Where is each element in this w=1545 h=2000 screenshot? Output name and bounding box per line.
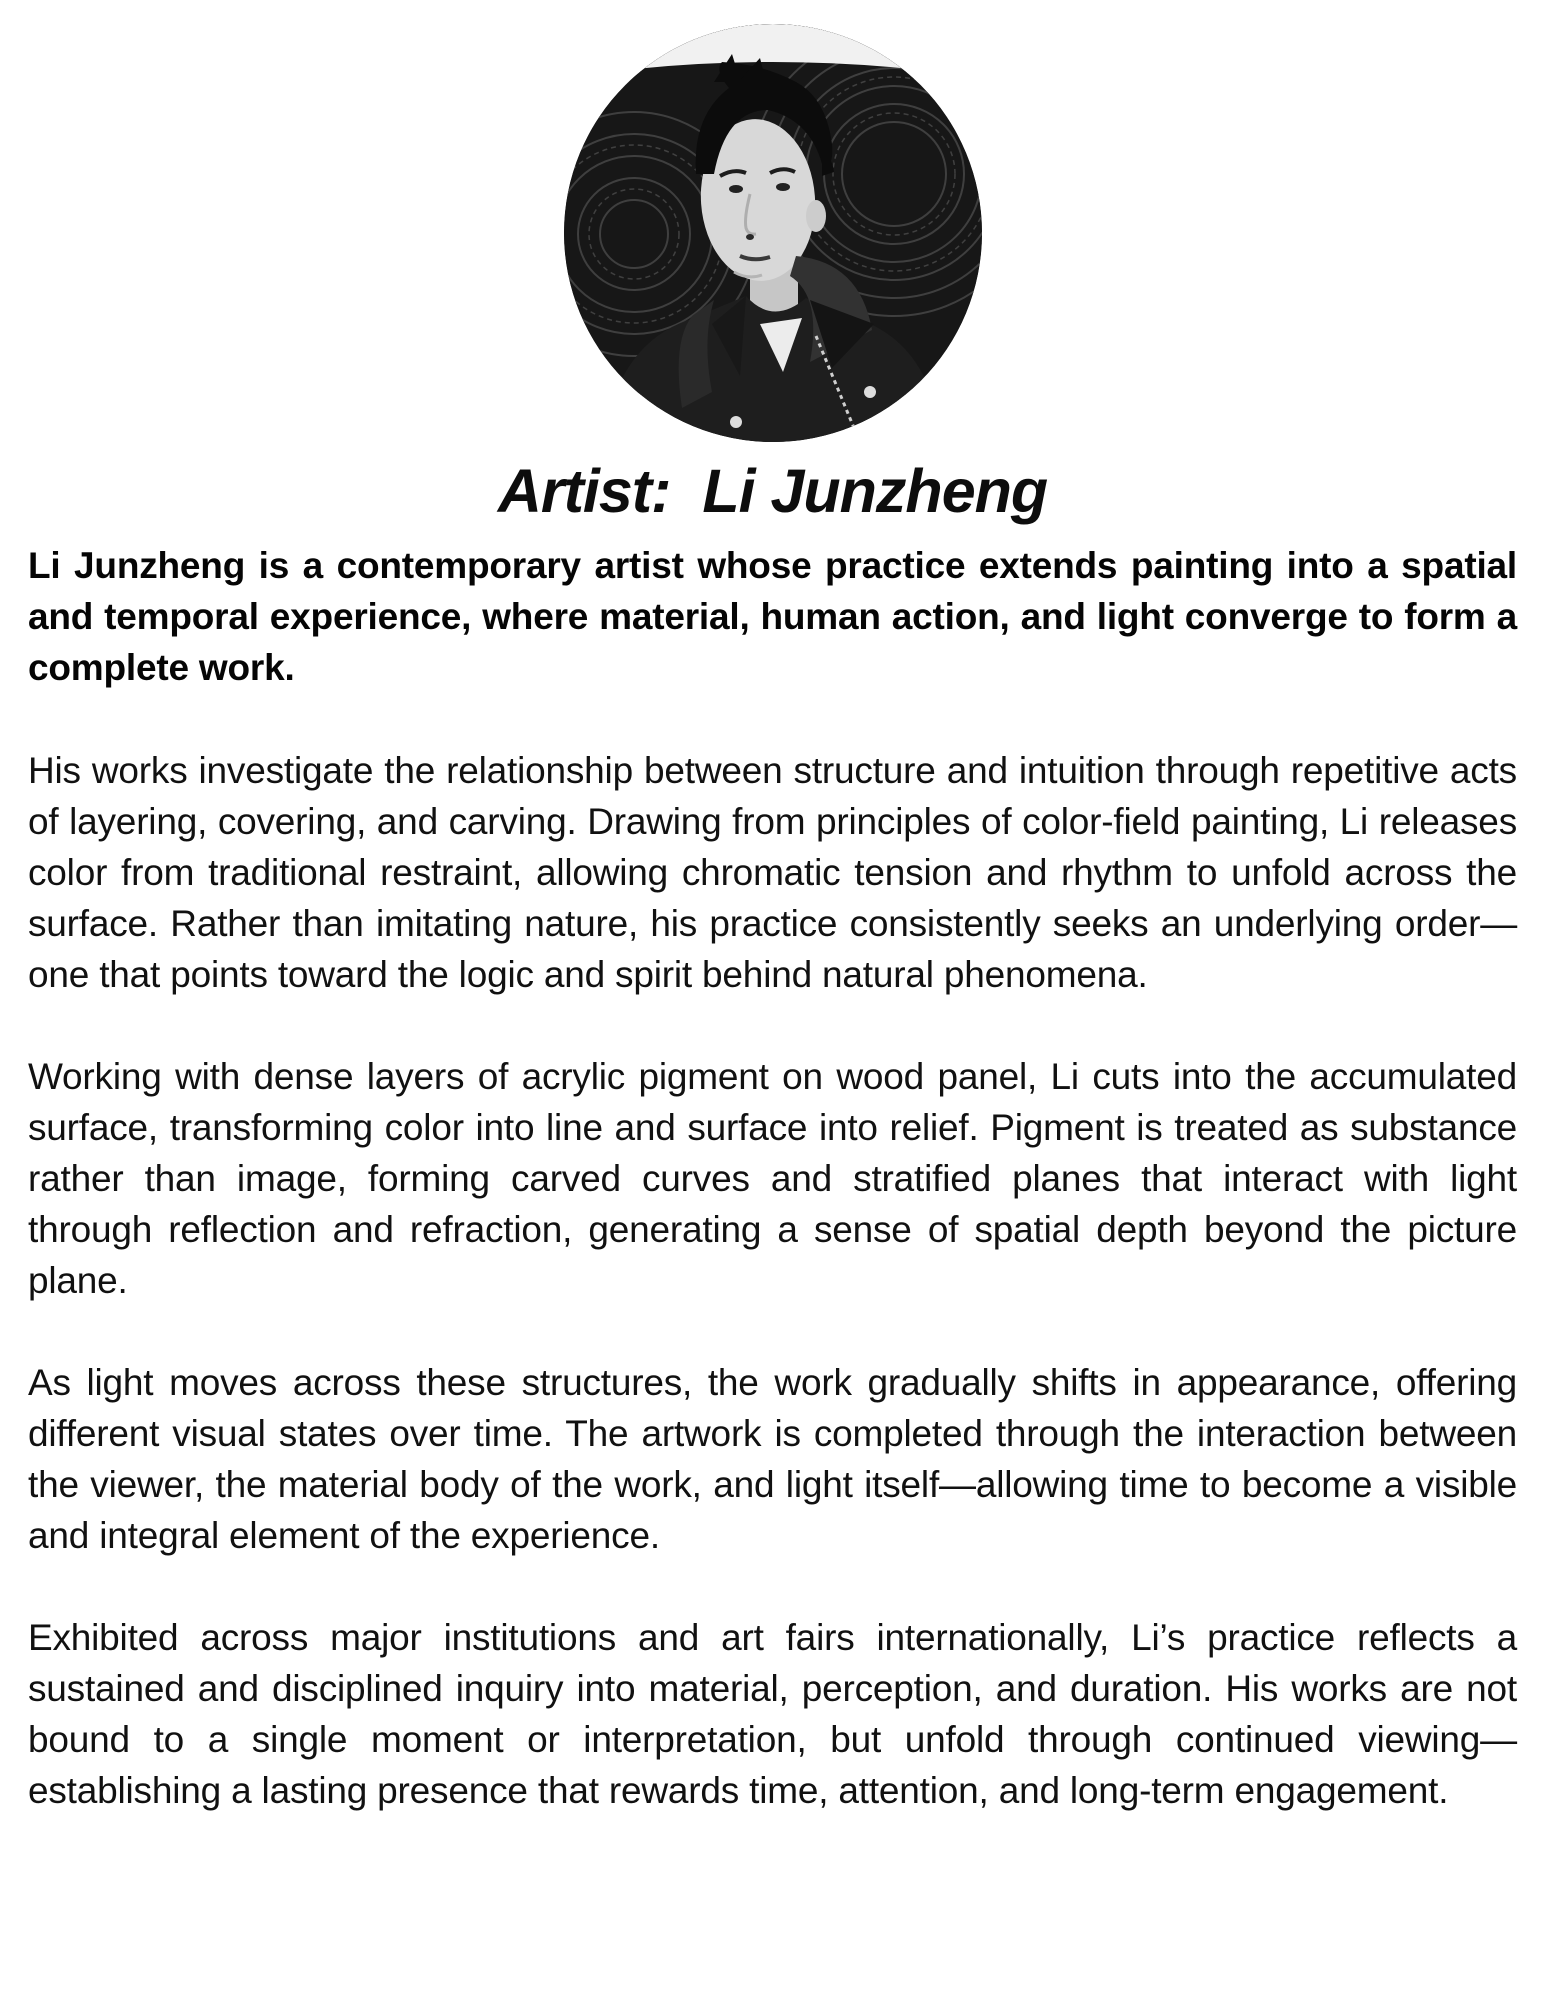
- page-title: Artist: Li Junzheng: [497, 457, 1048, 525]
- bio-paragraph-1: His works investigate the relationship between structure and intuition through repetitive acts of layering, covering, and carving. Drawing from principles of color-field painting, Li releases color from traditional restraint, allowing chromatic tension and rhythm to unfold across the surface. Rather than imitating nature, his practice consistently seeks an underlying order—one that points toward the logic and spirit behind natural phenomena.: [28, 750, 1517, 996]
- bio-text-block: [0, 540, 1545, 1816]
- bio-paragraph-3: As light moves across these structures, the work gradually shifts in appearance, offering different visual states over time. The artwork is completed through the interaction between the viewer, the material body of the work, and light itself—allowing time to become a visible and integral element of the experience.: [28, 1362, 1517, 1557]
- bio-paragraph-4: Exhibited across major institutions and art fairs internationally, Li’s practice reflects a sustained and disciplined inquiry into material, perception, and duration. His works are not bound to a single moment or interpretation, but unfold through continued viewing—establishing a lasting presence that rewards time, attention, and long-term engagement.: [28, 1617, 1517, 1812]
- bio-intro-paragraph: Li Junzheng is a contemporary artist whose practice extends painting into a spatial and temporal experience, where material, human action, and light converge to form a complete work.: [28, 545, 1517, 689]
- portrait-image: [564, 24, 982, 442]
- bio-paragraph-2: Working with dense layers of acrylic pigment on wood panel, Li cuts into the accumulated surface, transforming color into line and surface into relief. Pigment is treated as substance rather than image, forming carved curves and stratified planes that interact with light through reflection and refraction, generating a sense of spatial depth beyond the picture plane.: [28, 1056, 1517, 1302]
- artist-photo: [564, 24, 982, 442]
